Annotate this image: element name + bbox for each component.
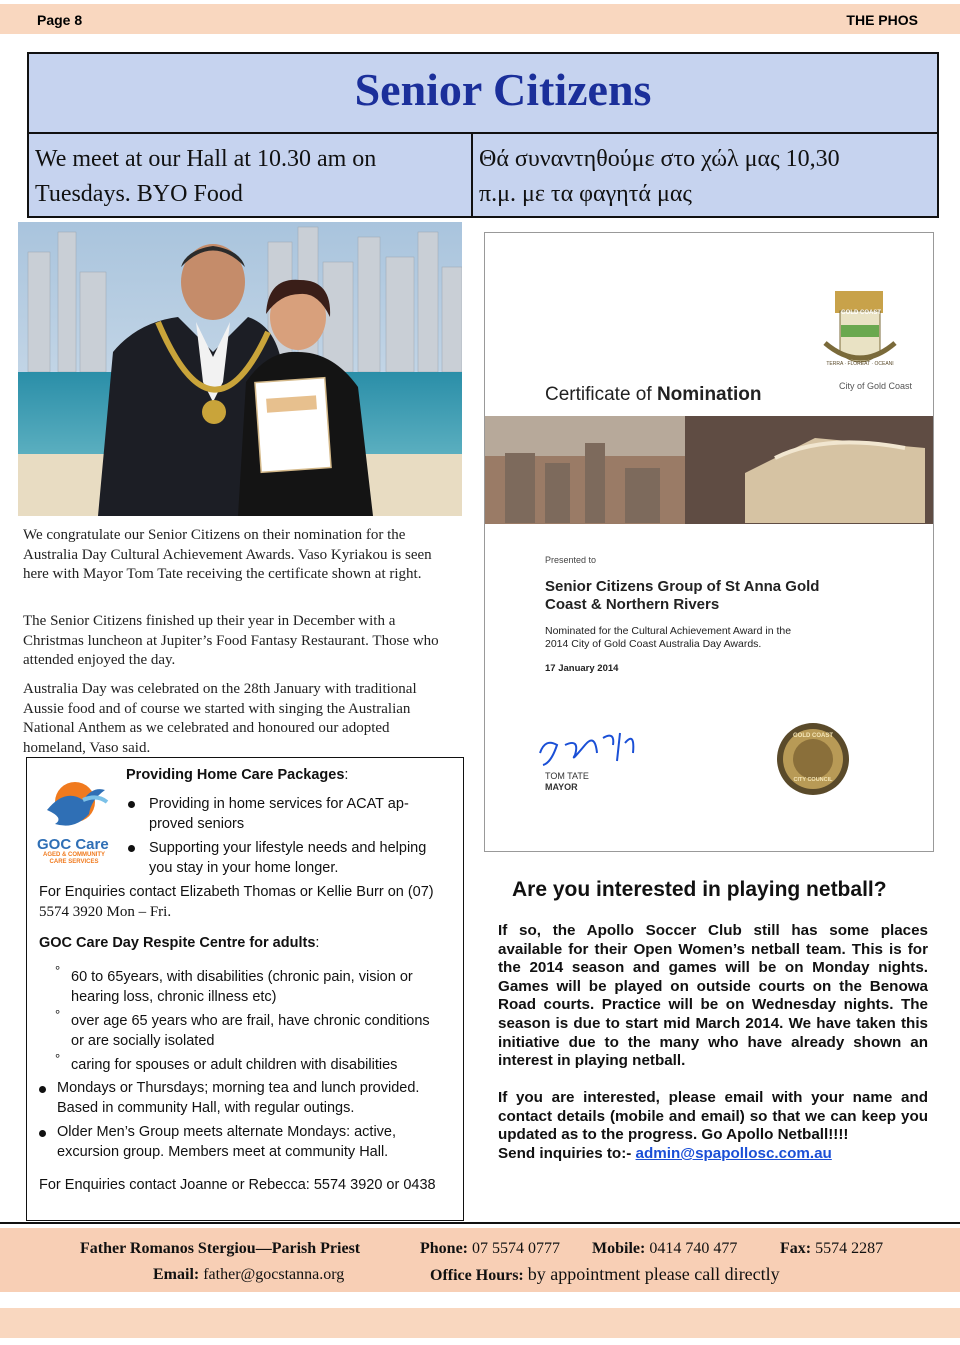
respite-item-2 <box>71 1012 430 1051</box>
package-bullet-2 <box>149 839 426 878</box>
page-header <box>0 4 960 34</box>
mobile-label: Mobile: <box>592 1240 650 1257</box>
package-b2-line2: you stay in your home longer. <box>149 859 339 876</box>
package-bullet-1 <box>149 795 409 834</box>
signer-name: TOM TATE <box>545 771 589 781</box>
goc-logo-sub <box>35 852 113 866</box>
office-hours-label: Office Hours: <box>430 1267 528 1284</box>
day-item-1-line1: Mondays or Thursdays; morning tea and lunch provided. <box>57 1080 420 1096</box>
footer-bottom-band <box>0 1308 960 1338</box>
goc-logo-sub1: AGED & COMMUNITY <box>43 852 105 858</box>
circle-bullet: ° <box>55 1007 61 1022</box>
respite-title: GOC Care Day Respite Centre for adults <box>39 935 316 951</box>
crest-scroll: TERRA · FLOREAT · OCEANI <box>826 361 894 367</box>
respite-item-3: caring for spouses or adult children with disabilities <box>71 1057 398 1073</box>
fax-number: 5574 2287 <box>815 1240 884 1257</box>
signer-title: MAYOR <box>545 782 578 792</box>
package-b1-line1: Providing in home services for ACAT ap- <box>149 796 409 812</box>
respite-heading <box>39 934 319 954</box>
package-b2-line1: Supporting your lifestyle needs and helping <box>149 840 427 856</box>
mayor-photo <box>18 222 462 516</box>
certificate-heading-plain: Certificate of <box>545 384 657 405</box>
seal-top-text: GOLD COAST <box>793 733 833 739</box>
circle-bullet: ° <box>55 1051 61 1066</box>
bullet-dot <box>128 801 135 808</box>
packages-enquiries-line2: 5574 3920 Mon – Fri. <box>39 903 172 920</box>
mobile-line <box>592 1240 737 1258</box>
netball-paragraph-2: If you are interested, please email with your name and contact details (mobile and email) so that we can keep you updated as to the progress. Go Apollo Netball!!!! <box>498 1089 928 1144</box>
presented-to: Presented to <box>545 555 597 565</box>
respite-item-2-line2: or are socially isolated <box>71 1032 215 1049</box>
certificate-heading-bold: Nomination <box>656 384 762 405</box>
respite-item-2-line1: over age 65 years who are frail, have chronic conditions <box>71 1013 430 1029</box>
gold-coast-crest-icon <box>825 291 895 362</box>
crest-banner: GOLD COAST <box>841 310 881 316</box>
send-label: Send inquiries to:- <box>498 1145 636 1162</box>
footer-contact-band <box>0 1228 960 1292</box>
meeting-greek-line2: π.μ. με τα φαγητά μας <box>479 181 692 207</box>
goc-logo-sub2: CARE SERVICES <box>49 859 99 865</box>
phone-number: 07 5574 0777 <box>472 1240 560 1257</box>
netball-paragraph-1: If so, the Apollo Soccer Club still has some places available for their Open Women’s netball team. This is for the 2014 season and games will be on Monday nights. Games will be played on outside courts on the Benowa Road courts. Practice will be on Wednesday nights. The season is due to start mid March 2014. We have taken this initiative due to the many who have already shown an interest in playing netball. <box>498 922 928 1070</box>
office-hours: by appointment please call directly <box>527 1264 780 1284</box>
certificate-graphics <box>485 233 933 851</box>
senior-citizens-title-box <box>27 52 939 218</box>
respite-item-1-line2: hearing loss, chronic illness etc) <box>71 988 277 1005</box>
email-label: Email: <box>153 1266 204 1283</box>
package-b1-line2: proved seniors <box>149 815 245 832</box>
bullet-dot <box>128 845 135 852</box>
circle-bullet: ° <box>55 963 61 978</box>
certificate-date: 17 January 2014 <box>545 663 619 674</box>
nominated-line2: 2014 City of Gold Coast Australia Day Awards. <box>545 638 762 650</box>
article-paragraph-2: The Senior Citizens finished up their year in December with a Christmas luncheon at Jupiter’s Food Fantasy Restaurant. Those who attended enjoyed the day. <box>23 613 439 669</box>
netball-heading: Are you interested in playing netball? <box>512 878 887 901</box>
recipient-line2: Coast & Northern Rivers <box>545 596 720 613</box>
seal-bottom-text: CITY COUNCIL <box>793 777 833 783</box>
title-divider <box>471 134 473 216</box>
bullet-dot <box>39 1130 46 1137</box>
phone-label: Phone: <box>420 1240 472 1257</box>
packages-enquiries <box>39 883 434 922</box>
packages-heading <box>126 766 348 786</box>
day-item-1-line2: Based in community Hall, with regular outings. <box>57 1099 355 1116</box>
footer-divider <box>0 1222 960 1224</box>
photo-illustration <box>18 222 462 516</box>
netball-email-link[interactable]: admin@spapollosc.com.au <box>635 1145 832 1162</box>
article-paragraph-1: We congratulate our Senior Citizens on their nomination for the Australia Day Cultural Achievement Awards. Vaso Kyriakou is seen here with Mayor Tom Tate receiving the certificate shown at right. <box>23 527 432 583</box>
meeting-info-greek <box>479 142 929 212</box>
meeting-english-line2: Tuesdays. BYO Food <box>35 181 243 207</box>
recipient-line1: Senior Citizens Group of St Anna Gold <box>545 578 820 595</box>
office-hours-line <box>430 1264 780 1285</box>
email-line <box>153 1266 344 1284</box>
respite-colon: : <box>315 935 320 951</box>
fax-line <box>780 1240 883 1258</box>
respite-item-1-line1: 60 to 65years, with disabilities (chronic pain, vision or <box>71 969 413 985</box>
packages-title: Providing Home Care Packages <box>126 767 345 783</box>
bullet-dot <box>39 1086 46 1093</box>
certificate-heading <box>545 384 761 406</box>
fax-label: Fax: <box>780 1240 816 1257</box>
article-paragraph-3: Australia Day was celebrated on the 28th January with traditional Aussie food and of course we started with singing the Australian National Anthem as we celebrated and honoured our adopted homeland, Vaso said. <box>23 681 417 756</box>
recipient <box>545 578 819 614</box>
day-item-1 <box>57 1079 419 1118</box>
day-item-2-line2: excursion group. Members meet at community Hall. <box>57 1143 389 1160</box>
respite-item-1 <box>71 968 413 1007</box>
nomination-certificate <box>484 232 934 852</box>
netball-send-line <box>498 1145 928 1164</box>
goc-logo-name: GOC Care <box>37 836 109 853</box>
phone-line <box>420 1240 560 1258</box>
goc-care-bird-icon <box>35 780 115 840</box>
publication-title: THE PHOS <box>846 12 918 28</box>
page-title: Senior Citizens <box>29 54 937 134</box>
day-item-2-line1: Older Men’s Group meets alternate Mondays: active, <box>57 1124 397 1140</box>
packages-colon: : <box>344 767 349 783</box>
meeting-greek-line1: Θά συναντηθούμε στο χώλ μας 10,30 <box>479 146 840 172</box>
respite-enquiries: For Enquiries contact Joanne or Rebecca: 5574 3920 or 0438 <box>39 1177 436 1193</box>
meeting-english-line1: We meet at our Hall at 10.30 am on <box>35 146 377 172</box>
day-item-2 <box>57 1123 396 1162</box>
meeting-info-english <box>35 142 455 212</box>
signer <box>545 771 589 793</box>
packages-enquiries-line1: For Enquiries contact Elizabeth Thomas or Kellie Burr on (07) <box>39 884 434 900</box>
parish-email[interactable]: father@gocstanna.org <box>203 1266 345 1283</box>
goc-care-box <box>26 757 464 1221</box>
mobile-number: 0414 740 477 <box>649 1240 738 1257</box>
page-number: Page 8 <box>37 12 83 28</box>
priest-name: Father Romanos Stergiou—Parish Priest <box>80 1240 361 1257</box>
city-label: City of Gold Coast <box>839 381 913 391</box>
nominated-line1: Nominated for the Cultural Achievement Award in the <box>545 625 792 637</box>
nomination-text <box>545 625 791 651</box>
